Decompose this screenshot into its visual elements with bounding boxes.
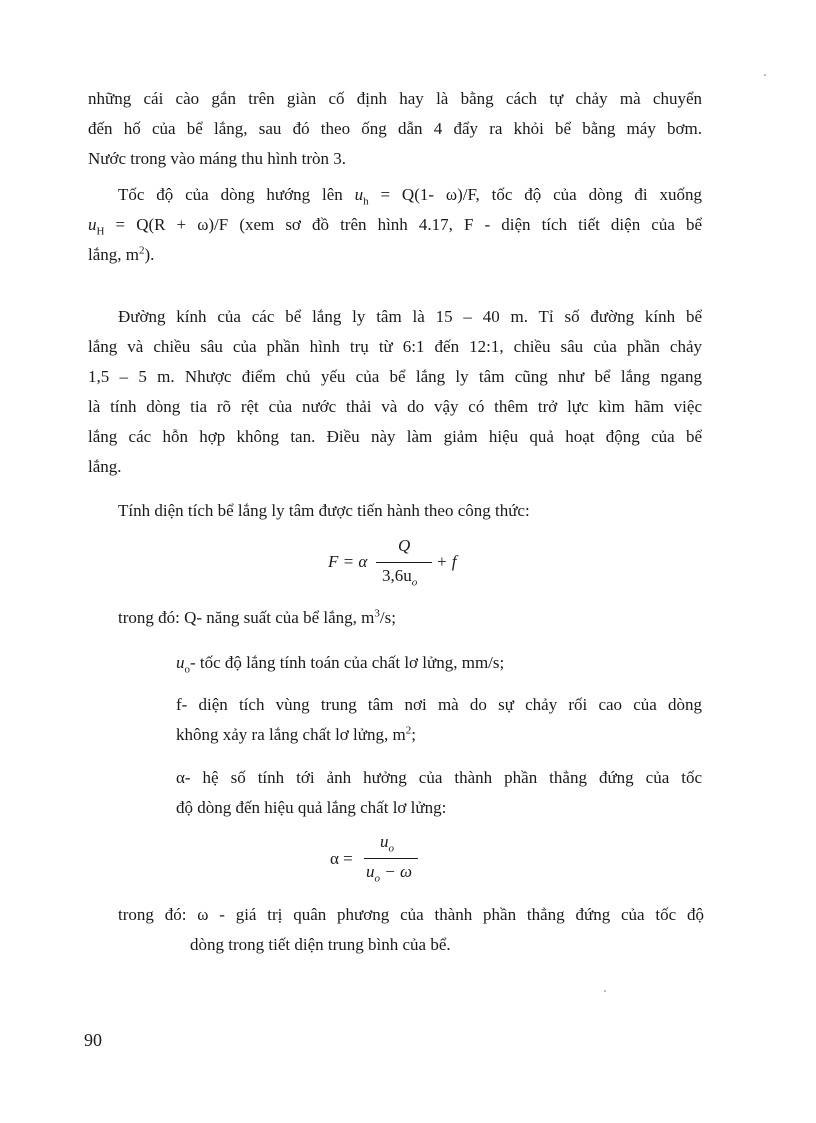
formula-lhs: F = α: [328, 552, 368, 571]
scan-speck: [764, 74, 766, 76]
text-line: 1,5 – 5 m. Nhược điểm chủ yếu của bể lắng ly tâm cũng như bể lắng ngang: [88, 367, 702, 386]
text-line: α- hệ số tính tới ảnh hưởng của thành phần thẳng đứng của tốc: [176, 768, 702, 787]
definition-alpha: [176, 763, 702, 823]
text-line: Nước trong vào máng thu hình tròn 3.: [88, 149, 347, 168]
definition-f: [176, 690, 702, 750]
scan-speck: [604, 990, 606, 992]
text-line: đến hố của bể lắng, sau đó theo ống dẫn 4 đẩy ra khỏi bể bằng máy bơm.: [88, 119, 702, 138]
superscript: 2: [139, 244, 145, 257]
subscript: h: [363, 195, 369, 208]
text-line: độ dòng đến hiệu quả lắng chất lơ lửng:: [176, 798, 447, 817]
formula-area: [328, 534, 468, 598]
fraction-bar: [364, 858, 418, 859]
text-line: [88, 210, 702, 240]
text-line: Đường kính của các bể lắng ly tâm là 15 – 40 m. Tỉ số đường kính bể: [118, 307, 702, 326]
text-line: trong đó: ω - giá trị quân phương của thành phần thẳng đứng của tốc độ: [118, 905, 704, 924]
var-u: u: [88, 215, 97, 234]
formula-lhs: α =: [330, 849, 353, 868]
text-line: lắng và chiều sâu của phần hình trụ từ 6:1 đến 12:1, chiều sâu của phần chảy: [88, 337, 702, 356]
text-fragment: = Q(R + ω)/F (xem sơ đồ trên hình 4.17, F - diện tích tiết diện của bể: [104, 215, 702, 234]
formula-rhs: + f: [436, 552, 457, 571]
text-line: là tính dòng tia rõ rệt của nước thải và do vậy có thêm trở lực kìm hãm việc: [88, 397, 702, 416]
text-line: lắng.: [88, 457, 122, 476]
formula-numerator: $u_o$: [380, 832, 394, 855]
text-fragment: ).: [144, 245, 155, 264]
text-fragment: Tốc độ của dòng hướng lên: [118, 185, 355, 204]
text-line: [88, 240, 702, 270]
formula-denominator: $3,6u_o$: [382, 566, 418, 589]
definition-omega: [118, 900, 704, 960]
paragraph-continuation: [88, 84, 702, 174]
text-fragment: = Q(1- ω)/F, tốc độ của dòng đi xuống: [368, 185, 702, 204]
subscript: H: [96, 225, 105, 238]
text-line: lắng các hỗn hợp không tan. Điều này làm giảm hiệu quả hoạt động của bể: [88, 427, 702, 446]
text-line: Tính diện tích bể lắng ly tâm được tiến hành theo công thức:: [118, 501, 530, 520]
paragraph-diameter: [88, 302, 702, 482]
definition-u0: $u_o-$ tốc độ lắng tính toán của chất lơ lửng, mm/s;: [176, 653, 505, 676]
text-line: những cái cào gắn trên giàn cố định hay là bằng cách tự chảy mà chuyển: [88, 89, 702, 108]
text-fragment: lắng, m: [88, 245, 139, 264]
var-u: u: [354, 185, 364, 204]
paragraph-formula-intro: [118, 496, 702, 526]
fraction-bar: [376, 562, 432, 563]
page-number: 90: [84, 1030, 102, 1050]
paragraph-flow-velocity: [88, 180, 702, 270]
formula-numerator: Q: [398, 536, 411, 555]
text-line: [88, 180, 702, 210]
text-line: f- diện tích vùng trung tâm nơi mà do sự chảy rối cao của dòng: [176, 695, 702, 714]
text-line: không xảy ra lắng chất lơ lửng, $m^2$;: [176, 724, 416, 744]
formula-alpha: [330, 832, 450, 892]
text-line: dòng trong tiết diện trung bình của bể.: [190, 935, 451, 954]
definition-q: trong đó: Q- năng suất của bể lắng, $m^3/s$;: [118, 607, 396, 627]
formula-denominator: $u_o - \omega$: [366, 862, 412, 885]
